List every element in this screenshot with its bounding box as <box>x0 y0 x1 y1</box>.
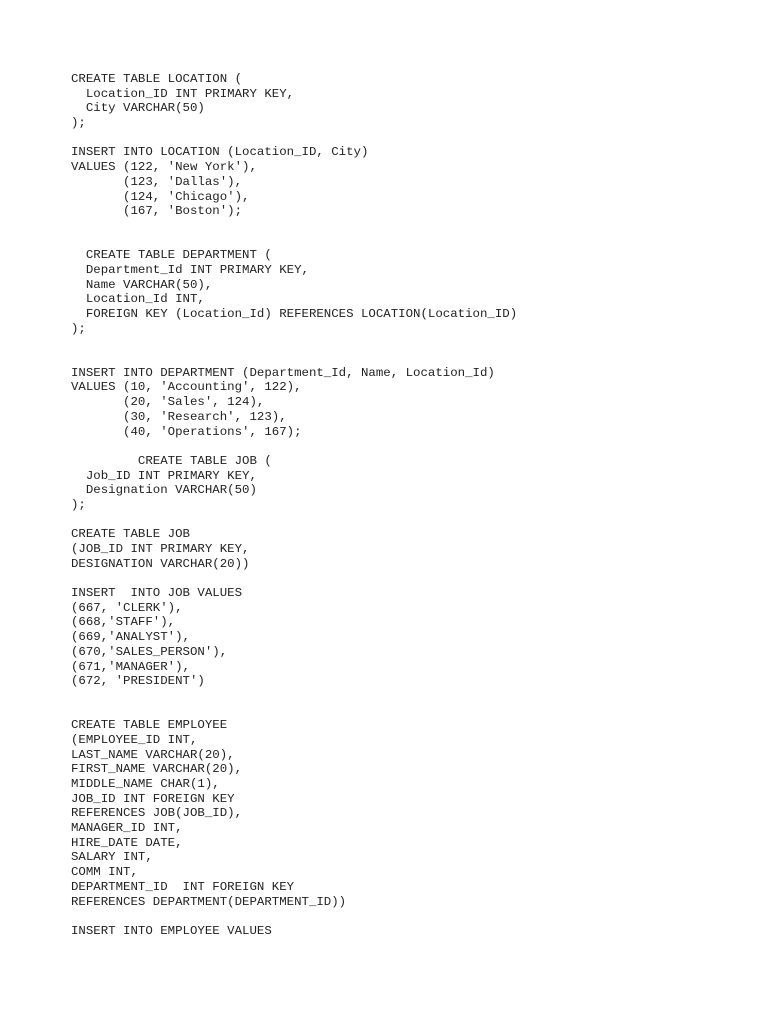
code-line <box>71 571 517 586</box>
code-line: ); <box>71 321 86 336</box>
code-line: (670,'SALES_PERSON'), <box>71 644 228 659</box>
code-line: Job_ID INT PRIMARY KEY, <box>71 468 257 483</box>
code-line: INSERT INTO JOB VALUES <box>71 586 243 601</box>
sql-code-block <box>71 72 517 939</box>
code-line: DEPARTMENT_ID INT FOREIGN KEY <box>71 879 295 894</box>
code-line: (669,'ANALYST'), <box>71 630 190 645</box>
code-line <box>71 234 517 249</box>
code-line: Location_Id INT, <box>71 292 205 307</box>
code-line: (123, 'Dallas'), <box>71 174 243 189</box>
code-line <box>71 704 517 719</box>
code-line <box>71 219 517 234</box>
code-line: (30, 'Research', 123), <box>71 409 287 424</box>
code-line: HIRE_DATE DATE, <box>71 835 183 850</box>
code-line: VALUES (10, 'Accounting', 122), <box>71 380 302 395</box>
code-line: CREATE TABLE JOB <box>71 527 190 542</box>
code-line <box>71 689 517 704</box>
code-line: FIRST_NAME VARCHAR(20), <box>71 762 243 777</box>
code-line: SALARY INT, <box>71 850 153 865</box>
code-line: Location_ID INT PRIMARY KEY, <box>71 86 295 101</box>
code-line <box>71 351 517 366</box>
code-line: (668,'STAFF'), <box>71 615 176 630</box>
code-line: MIDDLE_NAME CHAR(1), <box>71 777 220 791</box>
code-line: (EMPLOYEE_ID INT, <box>71 732 198 747</box>
code-line: (20, 'Sales', 124), <box>71 395 265 410</box>
code-line: CREATE TABLE DEPARTMENT ( <box>71 248 272 263</box>
code-line: (167, 'Boston'); <box>71 204 243 219</box>
code-line: Name VARCHAR(50), <box>71 277 213 292</box>
code-line: (40, 'Operations', 167); <box>71 424 302 439</box>
code-line: DESIGNATION VARCHAR(20)) <box>71 556 250 571</box>
code-line <box>71 439 517 454</box>
code-line <box>71 131 517 146</box>
code-line: LAST_NAME VARCHAR(20), <box>71 747 235 762</box>
code-line: INSERT INTO LOCATION (Location_ID, City) <box>71 145 369 160</box>
code-line: (671,'MANAGER'), <box>71 659 190 674</box>
code-line: (672, 'PRESIDENT') <box>71 674 205 689</box>
code-line: JOB_ID INT FOREIGN KEY <box>71 791 235 806</box>
code-line: ); <box>71 497 86 512</box>
code-line: (JOB_ID INT PRIMARY KEY, <box>71 542 250 556</box>
code-line: INSERT INTO EMPLOYEE VALUES <box>71 923 272 938</box>
code-line: (667, 'CLERK'), <box>71 600 183 615</box>
code-line: ); <box>71 116 86 131</box>
code-line: FOREIGN KEY (Location_Id) REFERENCES LOCATION(Location_ID) <box>71 307 518 321</box>
code-line: (124, 'Chicago'), <box>71 189 250 204</box>
code-line: CREATE TABLE JOB ( <box>71 453 272 468</box>
code-line <box>71 336 517 351</box>
code-line: Department_Id INT PRIMARY KEY, <box>71 262 309 277</box>
code-line: COMM INT, <box>71 865 138 880</box>
code-line: MANAGER_ID INT, <box>71 821 183 836</box>
code-line: REFERENCES DEPARTMENT(DEPARTMENT_ID)) <box>71 894 347 909</box>
code-line: Designation VARCHAR(50) <box>71 483 257 498</box>
code-line: CREATE TABLE EMPLOYEE <box>71 718 228 733</box>
code-line: City VARCHAR(50) <box>71 101 205 116</box>
code-line: VALUES (122, 'New York'), <box>71 160 257 175</box>
code-line <box>71 909 517 924</box>
code-line: CREATE TABLE LOCATION ( <box>71 72 243 86</box>
code-line: REFERENCES JOB(JOB_ID), <box>71 806 243 821</box>
code-line <box>71 513 517 528</box>
code-line: INSERT INTO DEPARTMENT (Department_Id, Name, Location_Id) <box>71 365 495 380</box>
